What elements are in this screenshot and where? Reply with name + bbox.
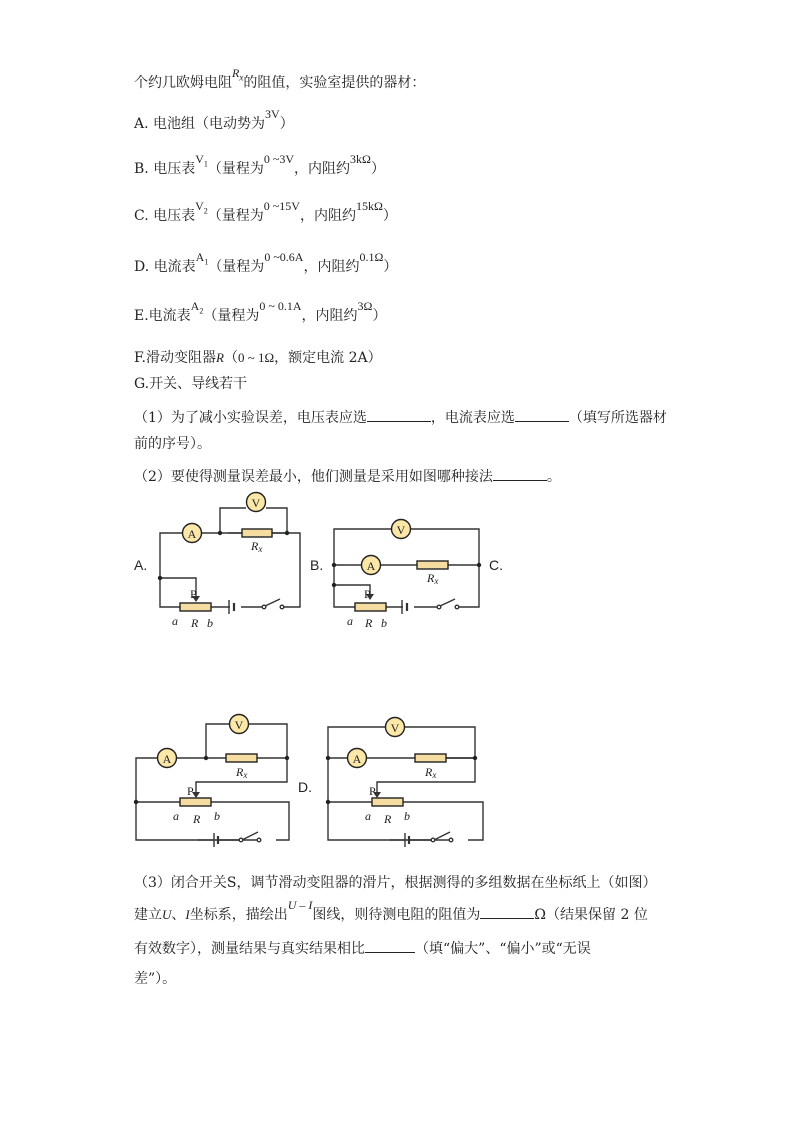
item-d-label: D. 电流表 [134,259,196,275]
resistor-rx-icon [226,754,257,762]
item-d-mid: （量程为 [208,259,265,275]
end-a-label: a [172,614,178,628]
end-b-label: b [207,616,213,630]
voltmeter-symbol: V [251,496,261,510]
ammeter-symbol: A [366,559,376,573]
q1-line2: 前的序号）。 [134,436,211,452]
q3-resistance-blank[interactable] [480,906,534,919]
voltmeter-symbol: V [396,523,406,537]
item-c-range: 0 ~15V [263,199,300,213]
item-f-mid: （ [223,350,238,366]
q3-text-c1: 有效数字），测量结果与真实结果相比 [134,941,365,957]
item-d-range: 0 ~0.6A [264,250,304,264]
end-b-label: b [404,809,410,823]
end-b-label: b [214,809,220,823]
item-b-mid: （量程为 [207,161,264,177]
item-e-range: 0 ~ 0.1A [259,299,302,313]
rheostat-label: R [384,812,392,826]
item-c-mid2: ，内阻约 [299,208,356,224]
item-f-range: 0 ~ 1Ω [237,350,275,365]
end-a-label: a [365,809,371,823]
resistor-rx-icon [415,754,446,762]
q1-text-b: ，电流表应选 [430,410,515,426]
resistor-rx-icon [242,529,272,537]
item-f-sym: R [215,350,224,365]
q1-text-c: （填写所选器材 [568,410,667,426]
end-a-label: a [173,809,179,823]
q3-text-b3: 图线，则待测电阻的阻值为 [312,907,481,923]
q3-sep: 、 [171,907,186,923]
item-b-meter: $V_1$ [195,152,208,169]
end-a-label: a [347,614,353,628]
voltmeter-symbol: V [234,718,244,732]
item-e-meter: $A_2$ [190,299,204,316]
item-a-label: A. 电池组（电动势为 [134,116,266,132]
slider-label: P [190,587,197,601]
rx-symbol: $R_x$ [232,66,244,83]
resistor-rx-icon [417,561,448,569]
q1-text-a: （1）为了减小实验误差，电压表应选 [134,410,367,426]
item-d-meter: $A_1$ [195,250,209,267]
item-d-res: 0.1Ω [359,250,384,264]
item-d-mid2: ，内阻约 [303,259,360,275]
item-c-label: C. 电压表 [134,208,196,224]
item-e-mid: （量程为 [203,308,260,324]
rx-label: Rx [236,765,248,780]
slider-label: P [369,784,376,798]
item-g: G.开关、导线若干 [134,376,248,392]
rheostat-icon [180,798,211,806]
item-c-mid: （量程为 [207,208,264,224]
ammeter-symbol: A [162,752,172,766]
q3-line4: 差”）。 [134,971,177,987]
q3-i: I [185,907,190,922]
item-a-emf: 3V [265,107,280,121]
rx-label: Rx [425,765,437,780]
q3-text-b4: Ω（结果保留 2 位 [534,907,648,923]
q3-ui: U – I [287,898,313,912]
q3-text-b2: 坐标系，描绘出 [189,907,288,923]
ammeter-symbol: A [352,752,362,766]
item-f-label: F.滑动变阻器 [134,350,216,366]
item-e-mid2: ，内阻约 [301,308,358,324]
q3-text-c2: （填“偏大”、“偏小”或“无误 [415,941,591,957]
circuit-b [332,529,481,614]
intro-pre: 个约几欧姆电阻 [134,75,232,91]
slider-label: P [364,587,371,601]
q3-line1: （3）闭合开关S，调节滑动变阻器的滑片，根据测得的多组数据在坐标纸上（如图） [134,875,657,891]
q2-end: 。 [546,469,561,485]
rx-label: Rx [427,571,439,586]
item-c-tail: ） [382,208,397,224]
circuit-a [158,508,300,614]
item-b-res: 3kΩ [350,152,371,166]
rheostat-label: R [193,812,201,826]
item-f-tail: ，额定电流 2A） [274,350,382,366]
q3-line3 [134,938,591,958]
q3-text-b1: 建立 [134,907,162,923]
q3-u: U [162,907,172,922]
ammeter-symbol: A [187,527,197,541]
q2-text: （2）要使得测量误差最小，他们测量是采用如图哪种接法 [134,469,493,485]
end-b-label: b [381,616,387,630]
item-b-tail: ） [370,161,385,177]
rheostat-icon [372,798,403,806]
rheostat-icon [355,603,386,611]
q3-compare-blank[interactable] [365,940,415,953]
item-e-label: E.电流表 [134,308,191,324]
circuit-c [134,724,289,847]
item-b-label: B. 电压表 [134,161,196,177]
voltmeter-symbol: V [390,721,400,735]
rx-label: Rx [251,539,263,554]
option-a-label: A. [134,557,148,573]
item-e-tail: ） [372,308,387,324]
item-b-range: 0 ~3V [263,152,295,166]
item-c-meter: $V_2$ [195,199,208,216]
item-d-tail: ） [383,259,398,275]
q3-line2 [134,898,648,924]
rheostat-icon [180,603,211,611]
option-c-label: C. [489,557,503,573]
option-d-label: D. [298,779,312,795]
item-c-res: 15kΩ [355,199,383,213]
rheostat-label: R [365,616,373,630]
item-b-mid2: ，内阻约 [294,161,351,177]
slider-label: P [187,784,194,798]
intro-post: 的阻值，实验室提供的器材： [243,75,426,91]
item-a-tail: ） [279,116,294,132]
circuit-d [326,727,483,847]
rheostat-label: R [191,616,199,630]
option-b-label: B. [310,557,324,573]
item-e-res: 3Ω [357,299,373,313]
